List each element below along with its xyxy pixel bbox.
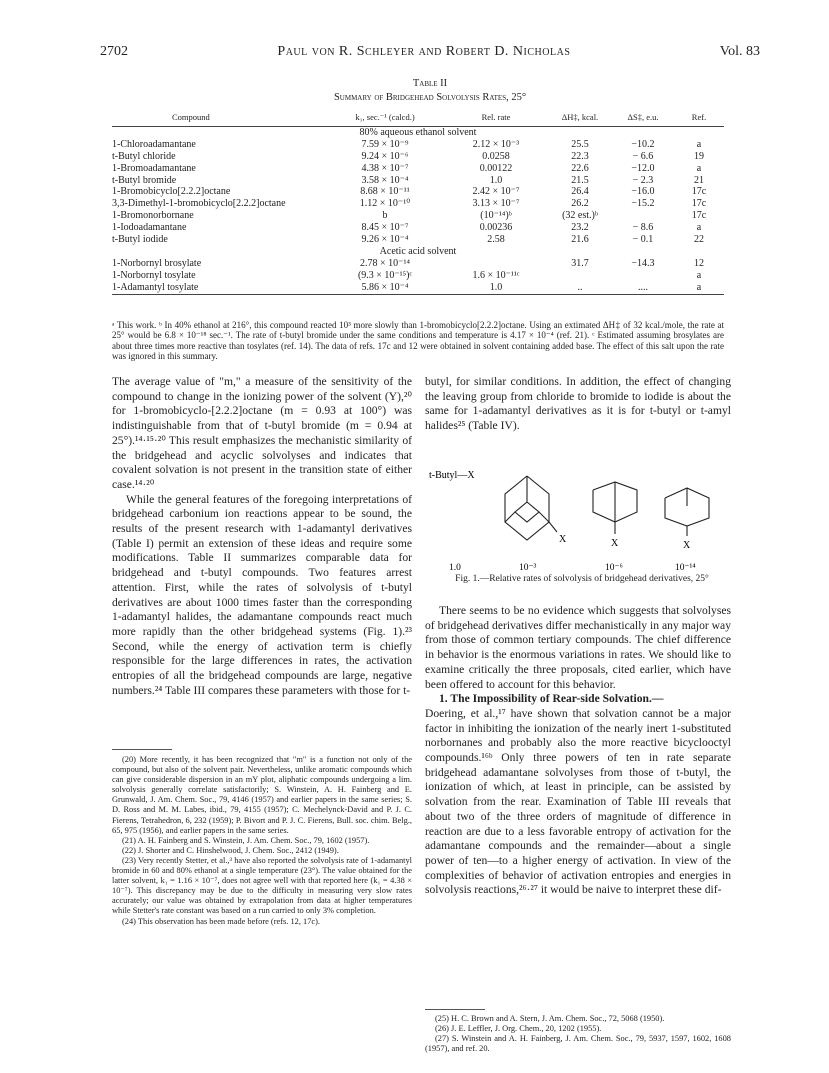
fig-label-tbutyl: t-Butyl—X [429, 470, 475, 481]
table-cell: t-Butyl chloride [112, 150, 176, 162]
table-cell: 5.86 × 10⁻⁴ [326, 282, 444, 294]
table-cell: 4.38 × 10⁻⁷ [361, 162, 409, 174]
paragraph: While the general features of the foregoing interpretations of bridgehead carbonium ion reactions appear to be sound, the results of the present research with 1-adamantyl derivatives (Table I) permit an extension of these ideas and require some modifications. Table II summarizes comparable data for bridgehead and t-butyl compounds. Two features arrest attention. First, while the rates of solvolysis of t-butyl derivatives are about 1000 times faster than the corresponding 1-adamantyl halides, the adamantane compounds react much more rapidly than the other bridgehead systems (Fig. 1).²³ Second, while the energy of activation term is chiefly responsible for the large differences in rates, the activation entropies of all the bridgehead compounds are large, negative numbers.²⁴ Table III compares these parameters with those for t- [112, 492, 412, 697]
table-cell: .... [612, 282, 674, 294]
table-cell: 21.6 [571, 234, 589, 246]
table-title: Summary of Bridgehead Solvolysis Rates, 25° [333, 92, 527, 103]
footnote: (26) J. E. Leffler, J. Org. Chem., 20, 1202 (1955). [435, 1024, 602, 1034]
table-cell: 25.5 [571, 138, 589, 150]
table-row [112, 234, 724, 246]
table-cell: 1-Adamantyl tosylate [112, 282, 326, 294]
table-cell: 2.58 [487, 234, 505, 246]
table-cell: 22 [694, 234, 704, 246]
table-cell: 7.59 × 10⁻⁹ [361, 138, 409, 150]
table-row [112, 186, 724, 198]
table-cell: −10.2 [631, 138, 655, 150]
col-header: ΔH‡, kcal. [548, 112, 612, 126]
section-label: Acetic acid solvent [379, 245, 457, 257]
table-cell: 2.78 × 10⁻¹⁴ [360, 257, 410, 269]
col-header: Ref. [674, 112, 724, 126]
table-cell: 1-Iodoadamantane [112, 222, 187, 234]
table-cell: 31.7 [571, 257, 589, 269]
table-row [112, 151, 724, 163]
table-cell: (10⁻¹⁴)ᵇ [480, 210, 512, 222]
table-cell: (9.3 × 10⁻¹⁵)ᶜ [357, 269, 413, 281]
table-cell: .. [548, 282, 612, 294]
table-cell: 9.26 × 10⁻⁴ [361, 234, 409, 246]
table-header-row [112, 112, 724, 126]
table-cell [444, 258, 548, 270]
adamantane-structure [505, 476, 557, 540]
footnote: (21) A. H. Fainberg and S. Winstein, J. Am. Chem. Soc., 79, 1602 (1957). [122, 835, 370, 845]
table-row [112, 270, 724, 282]
table-cell [612, 270, 674, 282]
table-cell: 8.68 × 10⁻¹¹ [360, 186, 410, 198]
table-cell: − 6.6 [632, 150, 654, 162]
table-cell: 1.0 [444, 282, 548, 294]
table-cell: −15.2 [631, 198, 655, 210]
norbornane-structure [665, 488, 709, 536]
table-cell: 23.2 [571, 222, 589, 234]
table-cell: 19 [694, 150, 704, 162]
paragraph: The average value of "m," a measure of the sensitivity of the compound to change in the ionizing power of the solvent (Y),²⁰ for 1-bromobicyclo-[2.2.2]octane (m = 0.93 at 100°) was indistinguishable from that of t-butyl bromide (m = 0.94 at 25°).¹⁴·¹⁵·²⁰ This result emphasizes the mechanistic similarity of the bridgehead and acyclic solvolyses and indicates that covalent solvation is not present in the transition state of either case.¹⁴·²⁰ [112, 375, 412, 491]
table-cell [612, 210, 674, 222]
table-cell: −16.0 [631, 186, 655, 198]
footnote: (24) This observation has been made before (refs. 12, 17c). [122, 916, 320, 926]
table-cell: a [696, 222, 702, 234]
table-cell: 3.13 × 10⁻⁷ [472, 198, 520, 210]
table-cell: 1-Norbornyl brosylate [112, 257, 202, 269]
table-cell: 1-Bromobicyclo[2.2.2]octane [112, 186, 231, 198]
table-cell: 2.12 × 10⁻³ [472, 138, 520, 150]
table-cell: 0.00122 [479, 162, 513, 174]
table-cell: − 0.1 [632, 234, 654, 246]
table-cell: 21.5 [571, 174, 589, 186]
table-row [112, 258, 724, 270]
rate-label: 10⁻⁶ [605, 563, 623, 573]
running-header [100, 44, 760, 60]
table-cell: (32 est.)ᵇ [562, 210, 598, 222]
table-cell: 1-Chloroadamantane [112, 138, 196, 150]
table-cell: 26.2 [571, 198, 589, 210]
table-cell: a [696, 269, 702, 281]
footnote: (23) Very recently Stetter, et al.,³ have also reported the solvolysis rate of 1-adamantyl bromide in 60 and 80% ethanol at a single temperature (23°). The value obtained for the latter solvent, k₁ = 1.16 × 10⁻⁷, does not agree well with that reported here (k₁ = 4.38 × 10⁻⁷). This discrepancy may be due to the difficulty in measuring very slow rates accurately; our value was obtained by extrapolation from data at higher temperatures while Stetter's rate constant was based on a run carried to only 3% completion. [112, 855, 412, 916]
footnote-rule [425, 1009, 485, 1010]
table-cell: 0.0258 [482, 150, 510, 162]
table-body-ethanol [112, 126, 724, 246]
table-body-acetic [112, 246, 724, 294]
figure-1 [425, 460, 735, 580]
paragraph: There seems to be no evidence which suggests that solvolyses of bridgehead derivatives differ mechanistically in any major way from those of common tertiary compounds. The chief difference in behavior is the enormous variations in rates. We should like to examine critically the three proposals, cited earlier, which have been offered to account for this behavior. [425, 604, 731, 691]
table-cell: 21 [694, 174, 704, 186]
rate-label: 10⁻³ [519, 563, 537, 573]
table-cell: 22.3 [571, 150, 589, 162]
table-cell: 0.00236 [479, 222, 513, 234]
table-cell: 26.4 [571, 186, 589, 198]
table-cell: b [382, 210, 388, 222]
figure-caption: Fig. 1.—Relative rates of solvolysis of bridgehead derivatives, 25° [455, 574, 709, 584]
table-cell: 17c [691, 198, 707, 210]
table-cell: 1.6 × 10⁻¹¹ᶜ [472, 269, 520, 281]
rate-label: 10⁻¹⁴ [675, 563, 696, 573]
table-cell: −12.0 [631, 162, 655, 174]
table-cell: − 2.3 [632, 174, 654, 186]
table-cell: t-Butyl iodide [112, 234, 168, 246]
table-row [112, 210, 724, 222]
bicyclooctane-structure [593, 482, 637, 534]
left-column [112, 375, 412, 698]
footnotes-left [112, 755, 412, 927]
footnotes-right [425, 1014, 731, 1054]
footnote: (25) H. C. Brown and A. Stern, J. Am. Chem. Soc., 72, 5068 (1950). [435, 1014, 665, 1023]
table-cell: 8.45 × 10⁻⁷ [361, 222, 409, 234]
rate-label: 1.0 [449, 563, 461, 573]
table-cell: 12 [694, 257, 704, 269]
section-label: 80% aqueous ethanol solvent [359, 126, 477, 138]
table-cell: 1-Bromoadamantane [112, 162, 196, 174]
volume-label: Vol. 83 [719, 44, 760, 59]
right-column-bottom [425, 604, 731, 898]
table-cell: 1.0 [489, 174, 503, 186]
footnote-rule [112, 749, 172, 750]
table-footnote: ᵃ This work. ᵇ In 40% ethanol at 216°, this compound reacted 10³ more slowly than 1-bromobicyclo[2.2.2]octane. Using an extimated ΔH‡ of 32 kcal./mole, the rate at 25° would be 6.8 × 10⁻¹⁸ sec.⁻¹. The rate of t-butyl bromide under the same conditions and temperature is 4.17 × 10⁻⁴ (ref. 21). ᶜ Estimated assuming brosylates are about three times more reactive than tosylates (ref. 14). The data of refs. 17c and 12 were obtained in solvent containing added base. The effect of this salt upon the rate was ignored in this summary. [112, 320, 724, 362]
x-label: X [559, 534, 567, 545]
table-cell: 17c [691, 210, 707, 222]
table-row [112, 175, 724, 187]
section-heading: 1. The Impossibility of Rear-side Solvation.— [439, 692, 664, 706]
table-cell [548, 270, 612, 282]
table-cell: 2.42 × 10⁻⁷ [472, 186, 520, 198]
table-cell: t-Butyl bromide [112, 174, 177, 186]
col-header: k₁, sec.⁻¹ (calcd.) [326, 112, 444, 126]
table-cell: a [674, 282, 724, 294]
table-cell: 3.58 × 10⁻⁴ [361, 174, 409, 186]
paragraph: butyl, for similar conditions. In addition, the effect of changing the leaving group from chloride to bromide to iodide is about the same for 1-adamantyl derivatives as it is for t-butyl or t-amyl halides²⁵ (Table IV). [425, 375, 731, 433]
table-cell: − 8.6 [632, 222, 654, 234]
footnote: (27) S. Winstein and A. H. Fainberg, J. Am. Chem. Soc., 79, 5937, 1597, 1602, 1608 (1957), and ref. 20. [425, 1034, 731, 1054]
table-cell: a [696, 162, 702, 174]
table-cell: 1-Bromonorbornane [112, 210, 194, 222]
footnote: (22) J. Shorter and C. Hinshelwood, J. Chem. Soc., 2412 (1949). [122, 845, 339, 855]
page-number: 2702 [100, 44, 128, 59]
right-column-top [425, 375, 731, 434]
footnote: (20) More recently, it has been recognized that "m" is a function not only of the compound, but also of the solvent pair. Nevertheless, unlike aromatic compounds which can give considerable dispersion in an mY plot, aliphatic compounds undergoing a lim. solvolysis generally correlate satisfactorily; S. Winstein, A. H. Fainberg and E. Grunwald, J. Am. Chem. Soc., 79, 4146 (1957) and earlier papers in the same series; S. D. Ross and M. M. Labes, ibid., 79, 4155 (1957); C. Mechelynck-David and P. J. C. Fierens, Tetrahedron, 6, 232 (1959); P. Bivort and P. J. C. Fierens, Bull. soc. chim. Belg., 65, 975 (1956), and earlier papers in the same series. [112, 755, 412, 835]
table-cell: a [696, 138, 702, 150]
x-label: X [683, 540, 691, 551]
table-row [112, 139, 724, 151]
table-cell: −14.3 [631, 257, 655, 269]
table-row [112, 222, 724, 234]
table-cell: 22.6 [571, 162, 589, 174]
x-label: X [611, 538, 619, 549]
table-row [112, 282, 724, 294]
paragraph: Doering, et al.,¹⁷ have shown that solvation cannot be a major factor in inhibiting the ionization of the nearly inert 1-substituted norbornanes and probably also the more reactive bicyclooctyl compounds.¹⁶ᵇ Only three powers of ten in rate separate bridgehead adamantane solvolyses from those of t-butyl, the ionization of which, at least in principle, can be assisted by solvation from the rear. Examination of Table III reveals that about two of the three orders of magnitude of difference in reaction are due to a less favorable entropy of activation for the adamantane compounds and the remainder—about a single power of ten—to a higher energy of activation. In view of the complexities of behavior of activation entropies and energies in solvolysis reactions,²⁶·²⁷ it would be naive to interpret these dif- [425, 706, 731, 897]
col-header: ΔS‡, e.u. [612, 112, 674, 126]
table-cell: 3,3-Dimethyl-1-bromobicyclo[2.2.2]octane [112, 198, 286, 210]
table-cell: 17c [691, 186, 707, 198]
table-cell: 1.12 × 10⁻¹⁰ [359, 198, 411, 210]
table-label: Table II [412, 78, 448, 89]
col-header: Compound [112, 112, 326, 126]
header-authors: Paul von R. Schleyer and Robert D. Nicholas [277, 44, 571, 59]
table-row [112, 163, 724, 175]
table-row [112, 198, 724, 210]
table-bridgehead-rates [112, 112, 724, 295]
table-cell: 9.24 × 10⁻⁶ [361, 150, 409, 162]
table-cell: 1-Norbornyl tosylate [112, 269, 196, 281]
col-header: Rel. rate [444, 112, 548, 126]
